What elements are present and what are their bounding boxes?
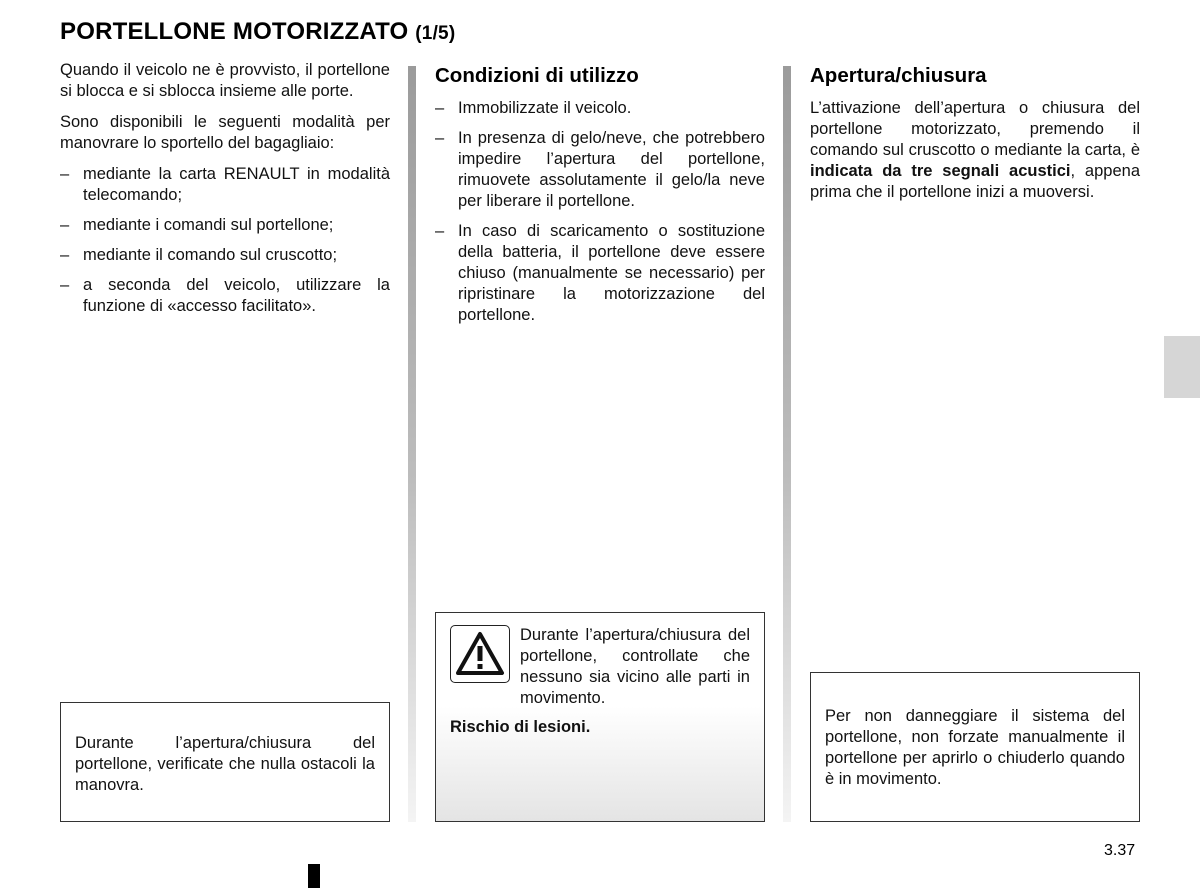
note-box-obstacles [60, 702, 390, 822]
list-item: – a seconda del veicolo, utilizzare la funzione di «accesso facilitato». [60, 275, 390, 317]
warning-box [435, 612, 765, 822]
column-intro [60, 60, 390, 326]
page-number: 3.37 [1104, 842, 1136, 859]
section-tab [1164, 336, 1200, 398]
modes-intro-paragraph: Sono disponibili le seguenti modalità per manovrare lo sportello del bagagliaio: [60, 113, 390, 152]
column-conditions [435, 60, 765, 335]
list-item: – In presenza di gelo/neve, che potrebbero impedire l’apertura del portellone, rimuovete assolutamente il gelo/la neve per liberare il portellone. [435, 128, 765, 212]
opening-text-a: L’attivazione dell’apertura o chiusura del portellone motorizzato, premendo il comando sul cruscotto o mediante la carta, è [810, 99, 1140, 159]
warning-triangle-icon [450, 625, 510, 683]
list-item: – mediante il comando sul cruscotto; [60, 245, 390, 266]
column-divider [783, 66, 791, 822]
conditions-heading: Condizioni di utilizzo [435, 64, 639, 87]
modes-list [60, 164, 390, 317]
intro-paragraph: Quando il veicolo ne è provvisto, il portellone si blocca e si sblocca insieme alle porte. [60, 61, 390, 100]
warning-triangle-svg [454, 630, 506, 678]
note-text: Durante l’apertura/chiusura del portellone, verificate che nulla ostacoli la manovra. [75, 734, 375, 794]
warning-text: Durante l’apertura/chiusura del portellone, controllate che nessuno sia vicino alle parti in movimento. [520, 626, 750, 707]
list-item: – mediante la carta RENAULT in modalità telecomando; [60, 164, 390, 206]
note-box-no-force [810, 672, 1140, 822]
opening-paragraph [810, 98, 1140, 203]
list-item: – Immobilizzate il veicolo. [435, 98, 765, 119]
opening-text-b: , appena prima che il portellone inizi a muoversi. [810, 162, 1140, 201]
list-item: – In caso di scaricamento o sostituzione della batteria, il portellone deve essere chiuso (manualmente se necessario) per ripristinare la motorizzazione del portellone. [435, 221, 765, 326]
column-divider [408, 66, 416, 822]
warning-risk: Rischio di lesioni. [450, 718, 591, 736]
opening-heading: Apertura/chiusura [810, 64, 987, 87]
note-text: Per non danneggiare il sistema del portellone, non forzate manualmente il portellone per aprirlo o chiuderlo quando è in movimento. [825, 707, 1125, 788]
page-title-text: PORTELLONE MOTORIZZATO [60, 18, 409, 45]
crop-mark [308, 864, 320, 888]
conditions-list [435, 98, 765, 326]
list-item: – mediante i comandi sul portellone; [60, 215, 390, 236]
column-opening [810, 60, 1140, 213]
opening-text-bold: indicata da tre segnali acustici [810, 162, 1071, 180]
page-title [60, 18, 455, 46]
page-title-part: (1/5) [415, 23, 456, 44]
warning-row [450, 625, 750, 709]
